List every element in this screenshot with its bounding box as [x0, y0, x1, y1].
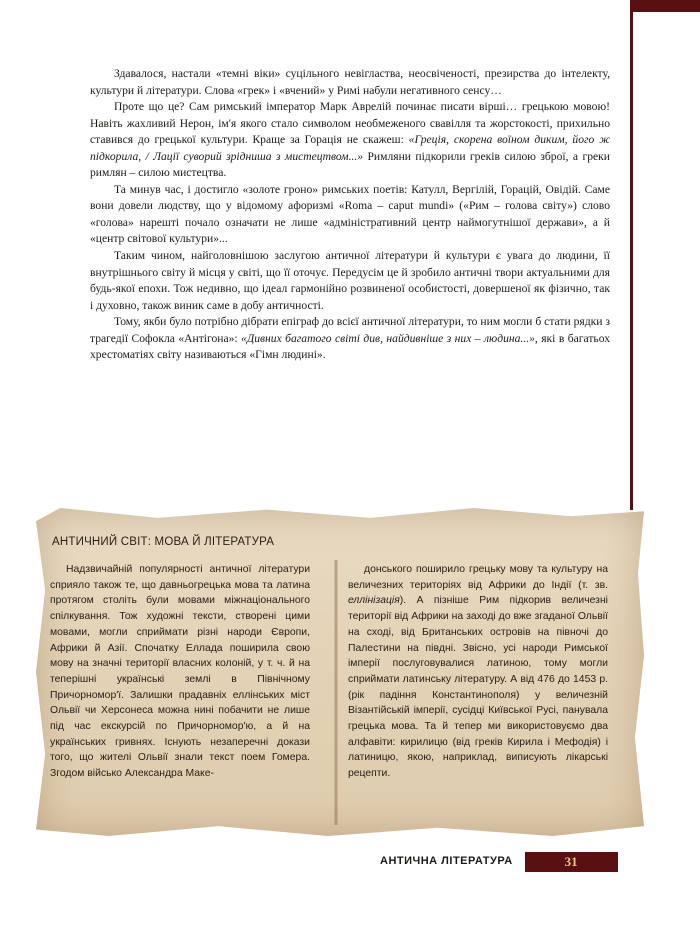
paragraph-3: Та минув час, і достигло «золоте гроно» римських поетів: Катулл, Вергілій, Горацій, Овідій. Саме вони довели людству, що у відомому афоризмі «Roma – caput mundi» («Рим – голова світу») слово «голова» нарешті почало означати не лише «адміністративний центр наймогутнішої держави», а й «центр світової культури»... [90, 182, 610, 246]
box-column-right [348, 562, 608, 782]
box-column-left [50, 562, 310, 782]
box-right-text: донського поширило грецьку мову та культуру на величезних територіях від Африки до Індії (т. зв. еллінізація). А пізніше Рим підкорив величезні території від Африки на заході до вже згаданої Ольвії на сході, від Британських островів на півночі до Палестини на півдні. Звісно, усі народи Римської імперії послуговувалися латиною, тому могли сприймати латинську літературу. А від 476 до 1453 р. (рік падіння Константинополя) у величезній Візантійській імперії, сусідці Київської Русі, панувала грецька мова. Та й тепер ми використовуємо два алфавіти: кирилицю (від греків Кирила і Мефодія) і латиницю, якою, наприклад, виписують лікарські рецепти. [348, 564, 608, 780]
sophocles-quote: «Дивних багатого світі див, найдивніше з них – людина...» [241, 331, 535, 345]
page-footer [380, 852, 618, 872]
running-footer-title: АНТИЧНА ЛІТЕРАТУРА [380, 855, 513, 867]
main-article [90, 66, 610, 364]
paragraph-2: Проте що це? Сам римський імператор Марк Аврелій починає писати вірші… грецькою мовою! Навіть жахливий Нерон, ім'я якого стало символом необмеженого свавілля та жорстокості, прихильно ставився до грецької культури. Краще за Горація не скажеш: «Греція, скорена воїном диким, його ж підкорила, / Лації суворий зрідниша з мистецтвом...» Римляни підкорили греків силою зброї, а греки римлян – силою мистецтва. [90, 100, 610, 180]
margin-rule [630, 0, 633, 510]
top-accent-bar [630, 0, 700, 12]
hellenization-term: еллінізація [348, 595, 400, 607]
page-number: 31 [525, 852, 618, 872]
paragraph-1: Здавалося, настали «темні віки» суцільного невігластва, неосвіченості, презирства до інтелекту, культури й літератури. Слова «грек» і «вчений» у Римі набули негативного сенсу… [90, 67, 610, 97]
box-left-text: Надзвичайній популярності античної літератури сприяло також те, що давньогрецька мова та латина протягом століть були мовами міжнаціонального спілкування. Тож художні тексти, створені цими мовами, могли сприймати різні народи Європи, Африки й Азії. Спочатку Еллада поширила свою мову на значні території власних колоній, у т. ч. й на теперішні українські землі в Північному Причорномор'ї. Залишки прадавніх еллінських міст Ольвії чи Херсонеса можна нині побачити не лише під час екскурсій по Причорномор'ю, а й на українських гривнях. Існують незаперечні докази того, що жителі Ольвії знали текст поем Гомера. Згодом військо Александра Маке- [50, 564, 310, 780]
parchment-fold [334, 560, 338, 825]
paragraph-4: Таким чином, найголовнішою заслугою античної літератури й культури є увага до людини, її внутрішнього світу й місця у світі, що її оточує. Передусім це й зробило античні твори актуальними для будь-якої епохи. Тож недивно, що ідеал гармонійно розвиненої особистості, довершеної як фізично, так і духовно, також виник саме в добу античності. [90, 249, 610, 312]
paragraph-5: Тому, якби було потрібно дібрати епіграф до всієї античної літератури, то ним могли б стати рядки з трагедії Софокла «Антігона»: «Дивних багатого світі див, найдивніше з них – людина...», які в багатьох хрестоматіях світу називаються «Гімн людині». [90, 315, 611, 362]
horace-quote: «Греція, скорена воїном диким, його ж підкорила, / Лації суворий зрідниша з мистецтвом...» [90, 133, 610, 163]
box-title: АНТИЧНИЙ СВІТ: МОВА Й ЛІТЕРАТУРА [52, 536, 275, 548]
